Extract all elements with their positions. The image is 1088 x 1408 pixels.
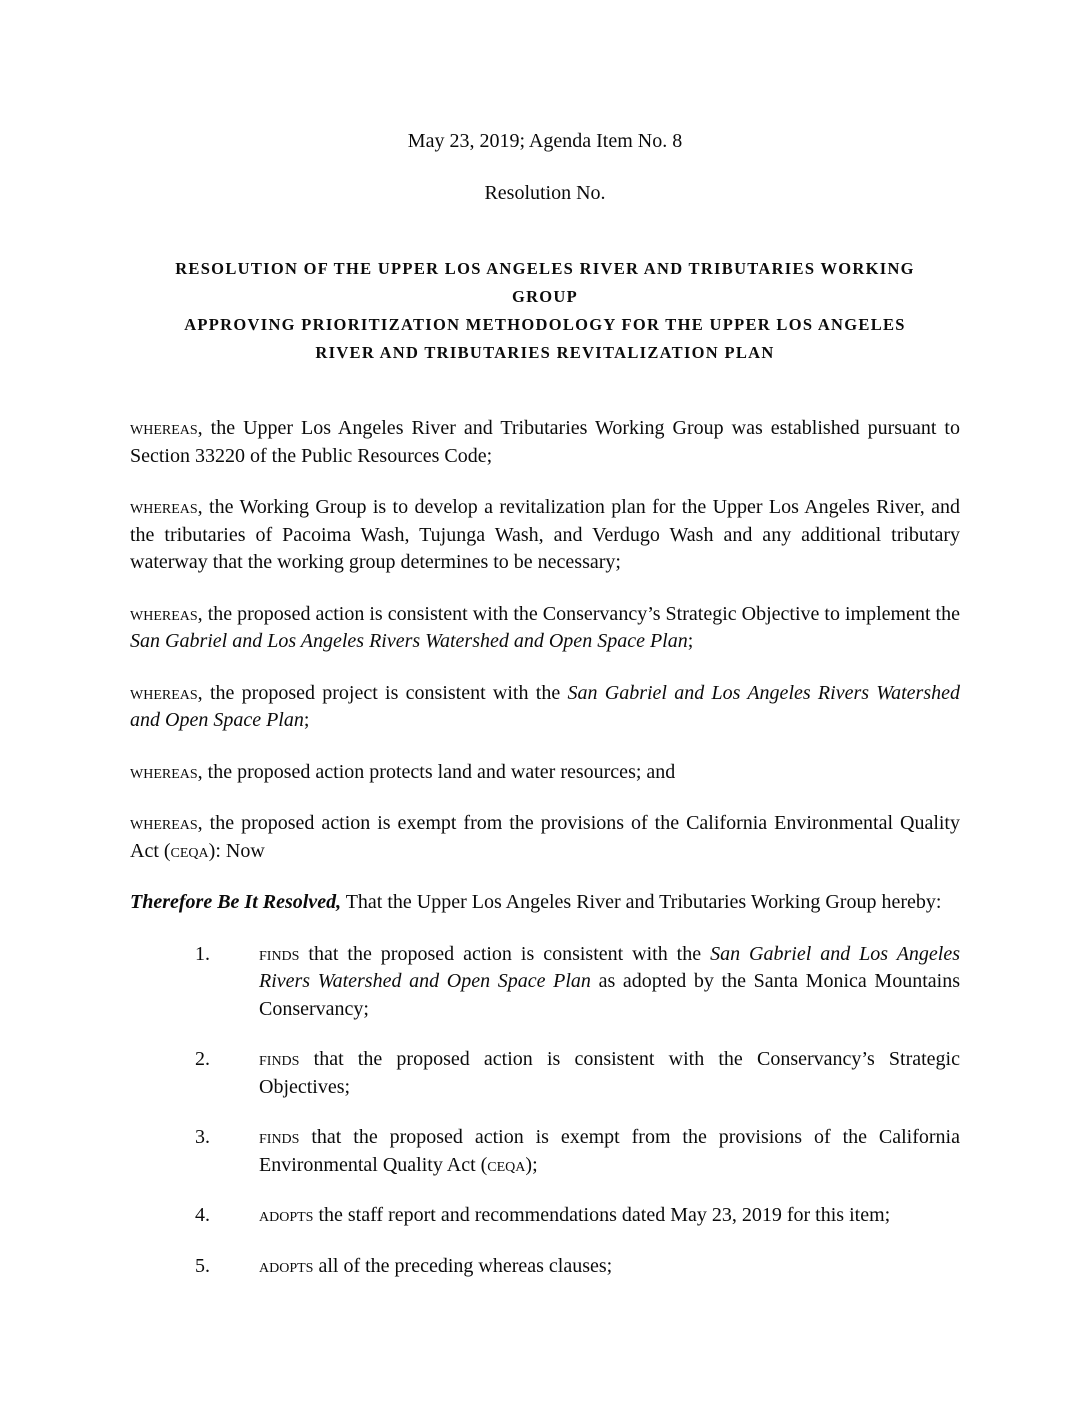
smallcaps-text: ceqa — [170, 839, 209, 862]
smallcaps-text: whereas — [130, 760, 198, 783]
list-item-number: 1. — [195, 942, 210, 965]
list-item-number: 3. — [195, 1126, 210, 1148]
list-item-text — [259, 941, 960, 1024]
body-text: , the proposed action is exempt from the provisions of the California Environmental Quality Act ( — [130, 812, 960, 862]
list-item — [195, 1046, 960, 1101]
list-item — [195, 1124, 960, 1179]
body-text: , the proposed action protects land and water resources; and — [197, 760, 676, 783]
body-text: ; — [303, 709, 310, 731]
agenda-date-line: May 23, 2019; Agenda Item No. 8 — [407, 130, 683, 152]
italic-text: San Gabriel and Los Angeles Rivers Watershed and Open Space Plan — [259, 942, 961, 992]
smallcaps-text: finds — [259, 1126, 300, 1148]
list-item — [195, 1202, 960, 1230]
body-text: , the proposed action is consistent with the Conservancy’s Strategic Objective to implement the — [197, 602, 960, 625]
title-line: APPROVING PRIORITIZATION METHODOLOGY FOR THE UPPER LOS ANGELES — [184, 315, 906, 334]
body-text: that the proposed action is consistent with the — [299, 942, 711, 965]
list-item-text — [259, 1124, 960, 1179]
body-text: , the proposed project is consistent with the — [197, 681, 568, 704]
whereas-paragraph-3 — [130, 601, 960, 656]
whereas-paragraph-5 — [130, 759, 960, 787]
list-item — [195, 941, 960, 1024]
whereas-paragraph-1 — [130, 415, 960, 470]
body-text: ); — [525, 1153, 538, 1176]
list-item-text — [259, 1202, 960, 1230]
smallcaps-text: ceqa — [487, 1153, 526, 1176]
body-text: that the proposed action is consistent with the Conservancy’s Strategic Objectives; — [259, 1048, 960, 1098]
smallcaps-text: finds — [259, 1048, 300, 1070]
list-item-text — [259, 1253, 960, 1281]
body-text: ; — [687, 630, 694, 652]
list-item-number: 4. — [195, 1204, 210, 1226]
smallcaps-text: whereas — [130, 602, 198, 625]
resolved-list — [130, 941, 960, 1281]
body-text: , the Working Group is to develop a revitalization plan for the Upper Los Angeles River, and the tributaries of Pacoima Wash, Tujunga Wash, and Verdugo Wash and any additional tributary waterway that the working group determines to be necessary; — [130, 496, 960, 573]
smallcaps-text: whereas — [130, 681, 198, 704]
list-item-number: 5. — [195, 1254, 210, 1277]
body-text: that the proposed action is exempt from the provisions of the California Environmental Quality Act ( — [259, 1126, 960, 1176]
smallcaps-text: whereas — [130, 812, 198, 834]
list-item-number: 2. — [195, 1048, 210, 1070]
body-text: the staff report and recommendations dated May 23, 2019 for this item; — [313, 1204, 891, 1226]
bold-italic-text: Therefore Be It Resolved, — [130, 891, 342, 913]
body-text: as adopted by the Santa Monica Mountains Conservancy; — [259, 970, 960, 1020]
smallcaps-text: finds — [259, 942, 300, 965]
resolution-number-line: Resolution No. — [484, 182, 606, 204]
title-line: RIVER AND TRIBUTARIES REVITALIZATION PLAN — [315, 343, 775, 362]
italic-text: San Gabriel and Los Angeles Rivers Watershed and Open Space Plan — [130, 630, 688, 652]
whereas-paragraph-6 — [130, 810, 960, 865]
list-item-text — [259, 1046, 960, 1101]
smallcaps-text: whereas — [130, 417, 198, 439]
smallcaps-text: adopts — [259, 1254, 314, 1277]
list-item — [195, 1253, 960, 1281]
smallcaps-text: whereas — [130, 496, 198, 518]
resolved-paragraph — [130, 889, 960, 917]
italic-text: San Gabriel and Los Angeles Rivers Watershed and Open Space Plan — [130, 681, 960, 731]
title-line: RESOLUTION OF THE UPPER LOS ANGELES RIVER AND TRIBUTARIES WORKING GROUP — [175, 259, 915, 306]
body-text: all of the preceding whereas clauses; — [313, 1254, 613, 1277]
whereas-paragraph-4 — [130, 680, 960, 735]
body-text: That the Upper Los Angeles River and Tributaries Working Group hereby: — [341, 891, 942, 913]
body-text: ): Now — [208, 839, 265, 862]
whereas-paragraph-2 — [130, 494, 960, 577]
body-text: , the Upper Los Angeles River and Tributaries Working Group was established pursuant to Section 33220 of the Public Resources Code; — [130, 417, 960, 467]
whereas-paragraphs — [130, 415, 960, 917]
smallcaps-text: adopts — [259, 1204, 314, 1226]
document-title — [140, 255, 950, 367]
